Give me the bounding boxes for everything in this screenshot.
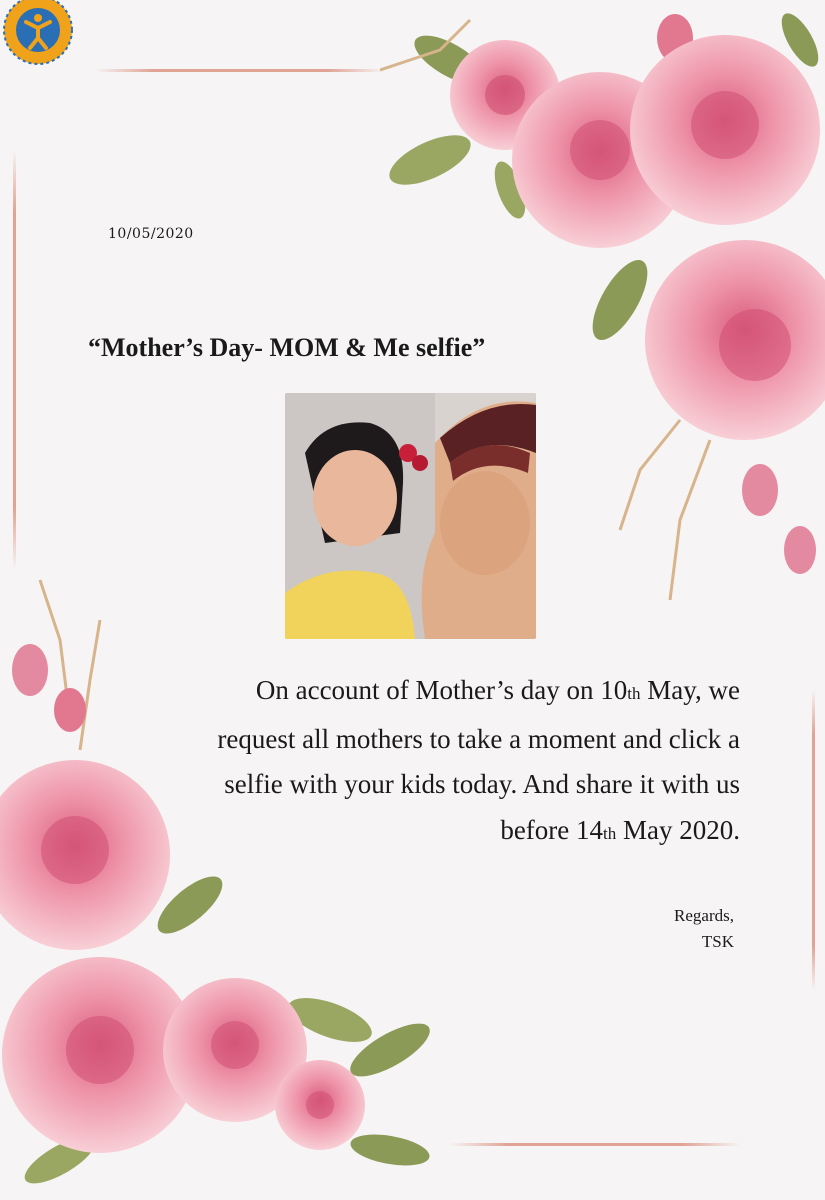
announcement-message — [112, 668, 740, 856]
mother-child-selfie-photo — [285, 393, 536, 639]
letter-date: 10/05/2020 — [108, 226, 194, 242]
signer-name: TSK — [701, 932, 734, 951]
flyer-title: “Mother’s Day- MOM & Me selfie” — [88, 333, 486, 362]
signature-block — [674, 903, 734, 955]
message-line-4: before 14th May 2020. — [500, 814, 740, 845]
regards-text: Regards, — [674, 906, 734, 925]
frame-left-line — [13, 150, 16, 570]
message-line-1: On account of Mother’s day on 10th May, we — [255, 675, 740, 705]
message-line-3: selfie with your kids today. And share it with us — [224, 769, 740, 799]
frame-right-line — [812, 690, 815, 990]
message-line-2: request all mothers to take a moment and click a — [217, 723, 740, 754]
frame-top-line — [95, 69, 385, 72]
school-logo-icon — [0, 0, 80, 70]
roses-bottom-left-illustration — [0, 560, 460, 1200]
frame-bottom-line — [450, 1143, 740, 1146]
